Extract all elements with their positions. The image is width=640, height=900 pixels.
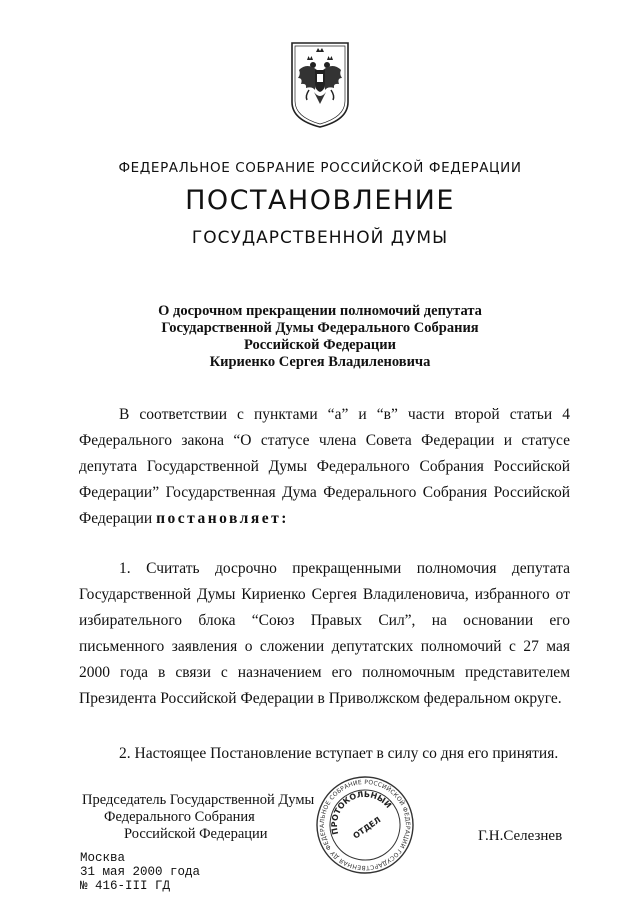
signatory-title-line: Председатель Государственной Думы (82, 792, 315, 808)
clause-text: 2. Настоящее Постановление вступает в силу со дня его принятия. (119, 745, 559, 762)
subject-line: О досрочном прекращении полномочий депутата (158, 303, 482, 319)
clause-text: 1. Считать досрочно прекращенными полномочия депутата Государственной Думы Кириенко Сергея Владиленовича, избранного от избирательного блока “Союз Правых Сил”, на основании его письменного заявления о сложении депутатских полномочий с 27 мая 2000 года в связи с назначением его полномочным представителем Президента Российской Федерации в Приволжском федеральном округе. (79, 560, 570, 707)
subject-line: Кириенко Сергея Владиленовича (209, 354, 431, 370)
svg-text:ПРОТОКОЛЬНЫЙ: ПРОТОКОЛЬНЫЙ (329, 789, 394, 836)
decree-word: постановляет: (156, 510, 289, 527)
document-type: ПОСТАНОВЛЕНИЕ (185, 185, 455, 216)
clause-2 (79, 741, 570, 767)
clause-1 (79, 556, 570, 712)
document-subject (0, 303, 640, 371)
svg-text:ОТДЕЛ: ОТДЕЛ (351, 815, 383, 841)
document-date: 31 мая 2000 года (80, 865, 201, 879)
subject-line: Российской Федерации (243, 337, 396, 353)
issuer-name: ГОСУДАРСТВЕННОЙ ДУМЫ (191, 228, 449, 248)
parliament-name: ФЕДЕРАЛЬНОЕ СОБРАНИЕ РОССИЙСКОЙ ФЕДЕРАЦИИ (118, 160, 522, 176)
signatory-title-line: Российской Федерации (124, 826, 268, 842)
document-number: № 416-III ГД (80, 879, 171, 893)
official-stamp-icon (315, 775, 415, 875)
document-meta (80, 851, 200, 893)
city: Москва (80, 851, 126, 865)
svg-text:ФЕДЕРАЛЬНОЕ СОБРАНИЕ РОССИЙСКО: ФЕДЕРАЛЬНОЕ СОБРАНИЕ РОССИЙСКОЙ ФЕДЕРАЦИИ ГОСУДАРСТВЕННАЯ ДУМА (318, 778, 412, 872)
coat-of-arms-icon (289, 40, 351, 130)
signatory-title-line: Федерального Собрания (104, 809, 255, 825)
preamble-text: В соответствии с пунктами “а” и “в” части второй статьи 4 Федерального закона “О статусе члена Совета Федерации и статусе депутата Государственной Думы Федерального Собрания Российской Федерации” Государственная Дума Федерального Собрания Российской Федерации (79, 406, 570, 527)
signatory-name: Г.Н.Селезнев (478, 828, 563, 844)
preamble-paragraph (79, 402, 570, 532)
signatory-title (82, 792, 314, 843)
subject-line: Государственной Думы Федерального Собрания (161, 320, 479, 336)
